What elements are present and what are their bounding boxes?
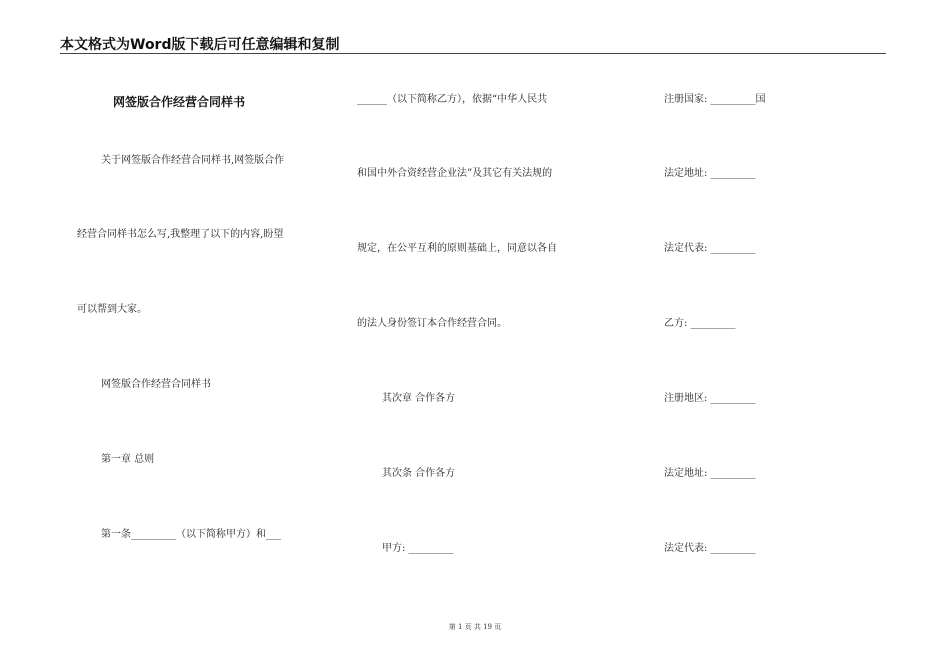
header-divider bbox=[60, 53, 886, 54]
paragraph-line: 关于网签版合作经营合同样书,网签版合作 bbox=[101, 155, 285, 166]
chapter-heading: 第一章 总则 bbox=[101, 454, 155, 465]
form-field-line: 法定代表: _________ bbox=[664, 243, 756, 254]
party-field: 乙方: _________ bbox=[664, 318, 736, 329]
paragraph-line: 的法人身份签订本合作经营合同。 bbox=[357, 318, 507, 329]
form-field-line: 注册国家: _________国 bbox=[664, 94, 766, 105]
form-field-line: 法定代表: _________ bbox=[664, 543, 756, 554]
paragraph-line: 规定，在公平互利的原则基础上，同意以各自 bbox=[357, 243, 557, 254]
party-field: 甲方: _________ bbox=[382, 543, 454, 554]
paragraph-line: 可以帮到大家。 bbox=[77, 304, 147, 315]
article-line: 第一条_________（以下简称甲方）和___ bbox=[101, 529, 281, 540]
page-number-footer: 第 1 页 共 19 页 bbox=[448, 623, 502, 631]
document-title: 网签版合作经营合同样书 bbox=[113, 95, 246, 109]
paragraph-line: ______（以下简称乙方），依据“中华人民共 bbox=[357, 94, 548, 105]
form-field-line: 法定地址: _________ bbox=[664, 468, 756, 479]
section-title: 网签版合作经营合同样书 bbox=[101, 379, 211, 390]
form-field-line: 法定地址: _________ bbox=[664, 168, 756, 179]
chapter-heading: 其次章 合作各方 bbox=[382, 393, 456, 404]
paragraph-line: 和国中外合资经营企业法”及其它有关法规的 bbox=[357, 168, 553, 179]
paragraph-line: 经营合同样书怎么写,我整理了以下的内容,盼望 bbox=[77, 229, 284, 240]
form-field-line: 注册地区: _________ bbox=[664, 393, 756, 404]
article-line: 其次条 合作各方 bbox=[382, 468, 456, 479]
document-header-banner: 本文格式为Word版下载后可任意编辑和复制 bbox=[60, 37, 340, 53]
